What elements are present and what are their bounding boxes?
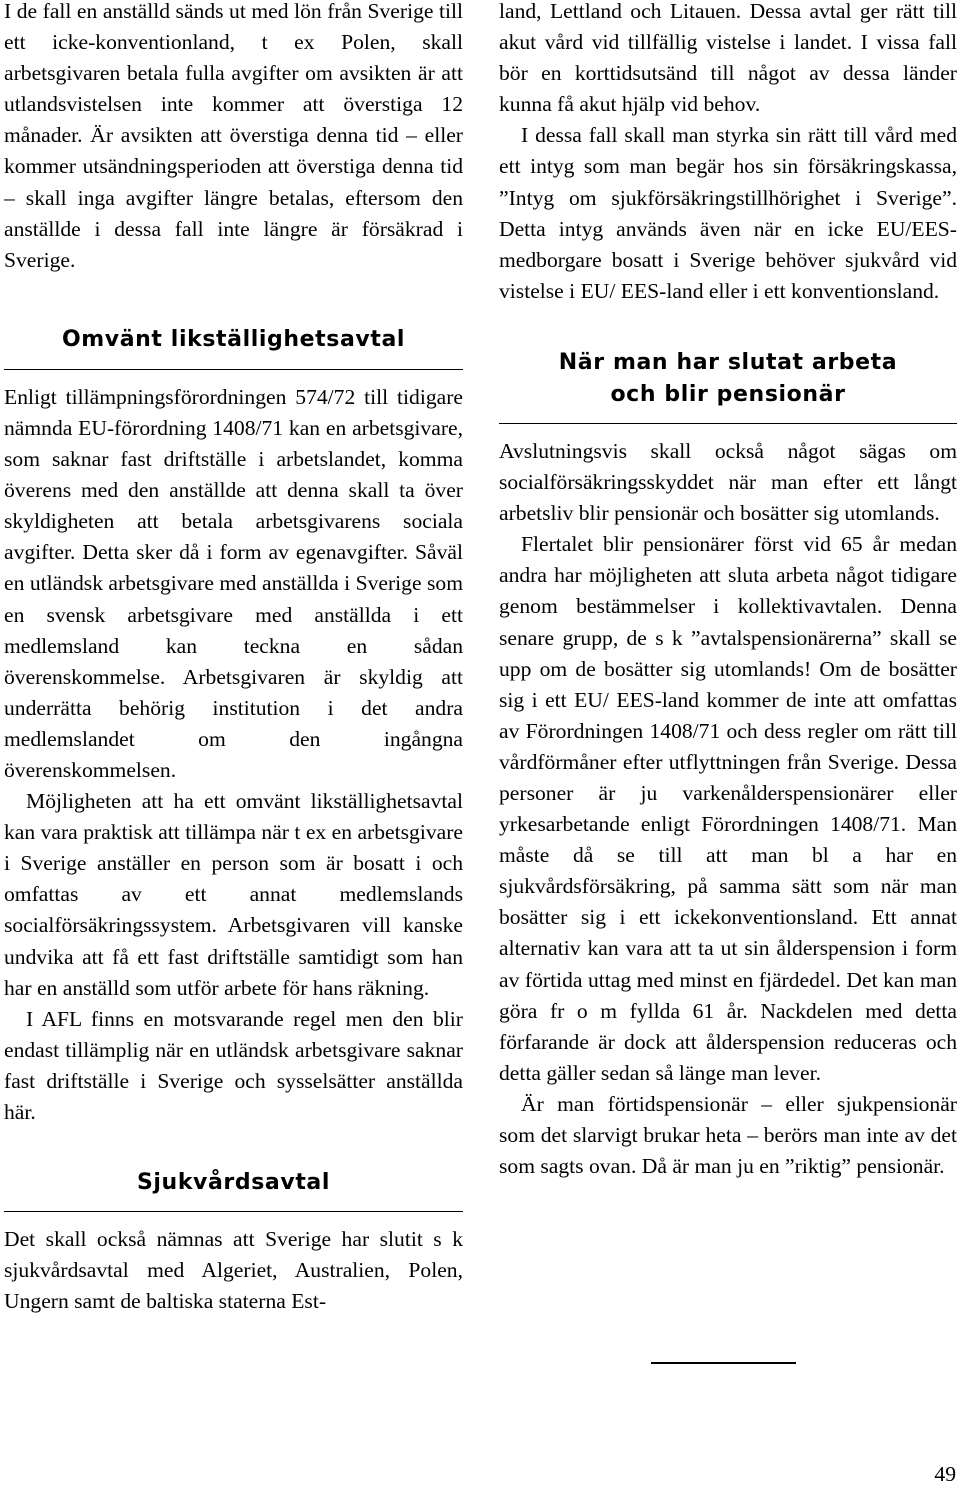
section1-paragraph-2: Möjligheten att ha ett omvänt likställighetsavtal kan vara praktisk att tillämpa när t ex en arbetsgivare i Sverige anställer en person som är bosatt i och omfattas av ett annat medlemslands socialförsäkringssystem. Arbetsgivaren vill kanske undvika att få ett fast driftställe samtidigt som han har en anställd som utför arbete för hans räkning. <box>4 789 463 1000</box>
section3-paragraph-3: Är man förtidspensionär – eller sjukpensionär som det slarvigt brukar heta – berörs man inte av det som sagts ovan. Då är man ju en ”riktig” pensionär. <box>499 1091 957 1179</box>
page-number: 49 <box>934 1462 956 1486</box>
section-heading-rule <box>499 423 957 424</box>
continuation-paragraph: land, Lettland och Litauen. Dessa avtal ger rätt till akut vård vid tillfällig vistelse i landet. I vissa fall bör en korttidsutsänd till något av dessa länder kunna få akut hjälp vid behov. <box>499 0 957 117</box>
right-column <box>499 0 957 1182</box>
certificate-paragraph: I dessa fall skall man styrka sin rätt till vård med ett intyg som man begär hos sin försäkringskassa, ”Intyg om sjukförsäkringstillhörighet i Sverige”. Detta intyg används även när en icke EU/EES-medborgare bosatt i Sverige behöver sjukvård vid vistelse i EU/ EES-land eller i ett konventionsland. <box>499 123 957 303</box>
section3-paragraph-1: Avslutningsvis skall också något sägas om socialförsäkringsskyddet när man efter ett långt arbetsliv blir pensionär och bosätter sig utomlands. <box>499 438 957 526</box>
article-end-rule <box>651 1362 796 1364</box>
section2-paragraph: Det skall också nämnas att Sverige har slutit s k sjukvårdsavtal med Algeriet, Australien, Polen, Ungern samt de baltiska staterna Est- <box>4 1227 463 1314</box>
section-heading-rule <box>4 369 463 370</box>
intro-paragraph: I de fall en anställd sänds ut med lön från Sverige till ett icke-konventionland, t ex Polen, skall arbetsgivaren betala fulla avgifter om avsikten är att utlandsvistelsen inte kommer att överstiga 12 månader. Är avsikten att överstiga denna tid – eller kommer utsändningsperioden att överstiga denna tid – skall inga avgifter längre betalas, eftersom den anställde i dessa fall inte längre är försäkrad i Sverige. <box>4 0 463 272</box>
section-heading-line-1: När man har slutat arbeta <box>558 349 898 375</box>
section-heading-line-2: och blir pensionär <box>610 381 846 407</box>
left-column <box>4 0 463 1317</box>
section1-paragraph-3: I AFL finns en motsvarande regel men den blir endast tillämplig när en utländsk arbetsgivare saknar fast driftställe i Sverige och sysselsätter anställda här. <box>4 1006 463 1124</box>
section1-paragraph-1: Enligt tillämpningsförordningen 574/72 till tidigare nämnda EU-förordning 1408/71 kan en arbetsgivare, som saknar fast driftställe i arbetslandet, komma överens med den anställde att denna skall ta över skyldigheten att betala arbetsgivarens sociala avgifter. Detta sker då i form av egenavgifter. Såväl en utländsk arbetsgivare med anställda i Sverige som en svensk arbetsgivare med anställda i ett medlemsland kan teckna en sådan överenskommelse. Arbetsgivaren är skyldig att underrätta behörig institution i det andra medlemslandet om den ingångna överenskommelsen. <box>4 384 463 782</box>
section3-paragraph-2: Flertalet blir pensionärer först vid 65 år medan andra har möjligheten att sluta arbeta något tidigare genom bestämmelser i kollektivavtalen. Denna senare grupp, de s k ”avtalspensionärerna” skall se upp om de bosätter sig utomlands! Om de bosätter sig i ett EU/ EES-land kommer de inte att omfattas av Förordningen 1408/71 och dess regler om rätt till vårdförmåner efter utflyttningen från Sverige. Dessa personer är ju varkenålderspensionärer eller yrkesarbetande enligt Förordningen 1408/71. Man måste då se till att man bl a har en sjukvårdsförsäkring, på samma sätt som när man bosätter sig i ett ickekonventionsland. Ett annat alternativ kan vara att ta ut sin ålderspension i form av förtida uttag med minst en fjärdedel. Det kan man göra fr o m fyllda 61 år. Nackdelen med detta förfarande är dock att ålderspension reduceras och detta gäller sedan så länge man lever. <box>499 532 957 1085</box>
section-heading-retirement <box>499 347 957 411</box>
section-heading-healthcare-agreement: Sjukvårdsavtal <box>136 1170 331 1196</box>
section-heading-rule <box>4 1211 463 1212</box>
section-heading-reverse-equality-agreement: Omvänt likställighetsavtal <box>61 326 406 352</box>
